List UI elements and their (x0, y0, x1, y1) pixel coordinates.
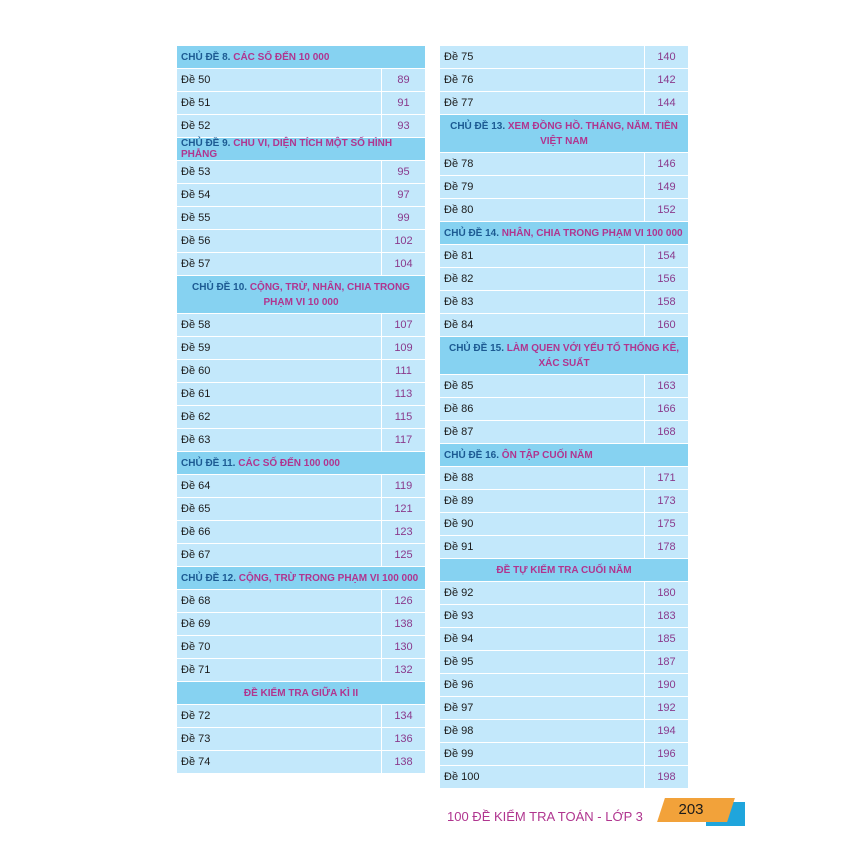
exam-name: Đề 61 (177, 383, 382, 405)
topic-label: CHỦ ĐỀ 16. (444, 449, 500, 461)
toc-row (440, 92, 688, 115)
exam-name: Đề 88 (440, 467, 645, 489)
toc-row (440, 398, 688, 421)
exam-name: Đề 85 (440, 375, 645, 397)
exam-page-number: 187 (657, 656, 676, 668)
exam-page-number: 104 (394, 258, 413, 270)
topic-label: CHỦ ĐỀ 15. (448, 343, 504, 354)
exam-name: Đề 51 (177, 92, 382, 114)
toc-row (177, 521, 425, 544)
toc-row (177, 92, 425, 115)
toc-row (440, 674, 688, 697)
page-number: 203 (678, 801, 704, 818)
topic-header (177, 452, 425, 475)
exam-name: Đề 87 (440, 421, 645, 443)
exam-name: Đề 64 (177, 475, 382, 497)
exam-page-number: 102 (394, 235, 413, 247)
exam-page-number: 126 (394, 595, 413, 607)
exam-name: Đề 90 (440, 513, 645, 535)
exam-page-number: 134 (394, 710, 413, 722)
topic-header (177, 138, 425, 161)
toc-row (440, 69, 688, 92)
exam-name: Đề 91 (440, 536, 645, 558)
topic-label: CHỦ ĐỀ 14. (444, 227, 500, 239)
exam-page-number: 140 (657, 51, 676, 63)
topic-header (177, 567, 425, 590)
exam-name: Đề 99 (440, 743, 645, 765)
exam-name: Đề 63 (177, 429, 382, 451)
exam-name: Đề 76 (440, 69, 645, 91)
toc-row (440, 467, 688, 490)
exam-name: Đề 53 (177, 161, 382, 183)
book-title: 100 ĐỀ KIỂM TRA TOÁN - LỚP 3 (447, 809, 643, 824)
exam-page-number: 121 (394, 503, 413, 515)
exam-name: Đề 100 (440, 766, 645, 788)
exam-name: Đề 68 (177, 590, 382, 612)
exam-page-number: 119 (394, 480, 413, 492)
toc-row (440, 490, 688, 513)
exam-page-number: 138 (394, 756, 413, 768)
exam-page-number: 190 (657, 679, 676, 691)
exam-page-number: 144 (657, 97, 676, 109)
exam-name: Đề 74 (177, 751, 382, 773)
exam-page-number: 107 (394, 319, 413, 331)
exam-name: Đề 95 (440, 651, 645, 673)
topic-header (440, 444, 688, 467)
topic-header (440, 337, 688, 375)
toc-row (177, 69, 425, 92)
toc-row (440, 743, 688, 766)
exam-name: Đề 80 (440, 199, 645, 221)
toc-row (177, 314, 425, 337)
exam-page-number: 196 (657, 748, 676, 760)
exam-page-number: 183 (657, 610, 676, 622)
toc-row (177, 728, 425, 751)
exam-page-number: 123 (394, 526, 413, 538)
topic-title: ĐỀ KIỂM TRA GIỮA KÌ II (243, 687, 359, 699)
exam-page-number: 136 (394, 733, 413, 745)
topic-label: CHỦ ĐỀ 10. (192, 282, 248, 293)
toc-row (177, 475, 425, 498)
exam-section-header (440, 559, 688, 582)
toc-row (440, 651, 688, 674)
exam-page-number: 166 (657, 403, 676, 415)
exam-name: Đề 93 (440, 605, 645, 627)
topic-title: CÁC SỐ ĐẾN 10 000 (233, 51, 330, 63)
toc-row (440, 46, 688, 69)
toc-row (440, 268, 688, 291)
exam-section-header (177, 682, 425, 705)
exam-name: Đề 73 (177, 728, 382, 750)
exam-name: Đề 75 (440, 46, 645, 68)
toc-row (177, 161, 425, 184)
topic-title: LÀM QUEN VỚI YẾU TỐ THỐNG KÊ, XÁC SUẤT (506, 343, 680, 369)
toc-row (177, 184, 425, 207)
toc-row (177, 590, 425, 613)
exam-name: Đề 86 (440, 398, 645, 420)
exam-name: Đề 92 (440, 582, 645, 604)
toc-row (177, 207, 425, 230)
toc-row (440, 766, 688, 789)
exam-name: Đề 50 (177, 69, 382, 91)
topic-title: CỘNG, TRỪ TRONG PHẠM VI 100 000 (238, 572, 419, 584)
topic-label: CHỦ ĐỀ 13. (450, 121, 506, 132)
toc-row (177, 544, 425, 567)
toc-row (440, 375, 688, 398)
topic-header (177, 276, 425, 314)
toc-row (440, 314, 688, 337)
toc-row (440, 153, 688, 176)
topic-header (440, 222, 688, 245)
toc-row (440, 199, 688, 222)
exam-page-number: 99 (397, 212, 410, 224)
topic-title: NHÂN, CHIA TRONG PHẠM VI 100 000 (501, 227, 683, 239)
toc-row (440, 605, 688, 628)
exam-name: Đề 77 (440, 92, 645, 114)
exam-name: Đề 96 (440, 674, 645, 696)
exam-page-number: 160 (657, 319, 676, 331)
exam-name: Đề 83 (440, 291, 645, 313)
toc-row (177, 406, 425, 429)
exam-page-number: 146 (657, 158, 676, 170)
exam-page-number: 89 (397, 74, 410, 86)
toc-row (177, 253, 425, 276)
toc-row (440, 720, 688, 743)
exam-page-number: 109 (394, 342, 413, 354)
toc-right-column (440, 46, 688, 789)
toc-row (440, 513, 688, 536)
toc-left-column (177, 46, 425, 774)
exam-name: Đề 94 (440, 628, 645, 650)
exam-name: Đề 62 (177, 406, 382, 428)
toc-row (177, 230, 425, 253)
topic-title: ÔN TẬP CUỐI NĂM (501, 449, 593, 461)
exam-name: Đề 79 (440, 176, 645, 198)
toc-row (177, 613, 425, 636)
exam-page-number: 154 (657, 250, 676, 262)
toc-row (177, 659, 425, 682)
exam-page-number: 91 (397, 97, 410, 109)
exam-page-number: 158 (657, 296, 676, 308)
exam-name: Đề 69 (177, 613, 382, 635)
topic-title: ĐỀ TỰ KIỂM TRA CUỐI NĂM (496, 564, 632, 576)
toc-row (440, 628, 688, 651)
exam-page-number: 142 (657, 74, 676, 86)
exam-name: Đề 89 (440, 490, 645, 512)
topic-label: CHỦ ĐỀ 9. (181, 138, 231, 149)
exam-page-number: 113 (394, 388, 413, 400)
exam-page-number: 198 (657, 771, 676, 783)
exam-name: Đề 81 (440, 245, 645, 267)
topic-title: CÁC SỐ ĐẾN 100 000 (238, 457, 340, 469)
toc-row (177, 337, 425, 360)
toc-row (440, 421, 688, 444)
exam-name: Đề 65 (177, 498, 382, 520)
toc-row (177, 115, 425, 138)
toc-row (177, 383, 425, 406)
exam-name: Đề 58 (177, 314, 382, 336)
exam-page-number: 163 (657, 380, 676, 392)
toc-row (177, 498, 425, 521)
exam-name: Đề 57 (177, 253, 382, 275)
exam-page-number: 93 (397, 120, 410, 132)
toc-row (440, 245, 688, 268)
exam-page-number: 194 (657, 725, 676, 737)
exam-name: Đề 84 (440, 314, 645, 336)
exam-page-number: 185 (657, 633, 676, 645)
exam-page-number: 175 (657, 518, 676, 530)
exam-page-number: 149 (657, 181, 676, 193)
exam-name: Đề 82 (440, 268, 645, 290)
exam-name: Đề 78 (440, 153, 645, 175)
toc-row (440, 291, 688, 314)
exam-page-number: 156 (657, 273, 676, 285)
exam-name: Đề 71 (177, 659, 382, 681)
toc-row (177, 636, 425, 659)
exam-page-number: 132 (394, 664, 413, 676)
exam-name: Đề 56 (177, 230, 382, 252)
topic-header (177, 46, 425, 69)
topic-label: CHỦ ĐỀ 8. (181, 51, 231, 63)
toc-row (177, 429, 425, 452)
topic-title: CỘNG, TRỪ, NHÂN, CHIA TRONG PHẠM VI 10 000 (249, 282, 410, 308)
exam-page-number: 130 (394, 641, 413, 653)
topic-title: XEM ĐỒNG HỒ. THÁNG, NĂM. TIỀN VIỆT NAM (507, 121, 678, 147)
exam-name: Đề 55 (177, 207, 382, 229)
exam-page-number: 168 (657, 426, 676, 438)
exam-name: Đề 59 (177, 337, 382, 359)
exam-page-number: 171 (657, 472, 676, 484)
exam-page-number: 97 (397, 189, 410, 201)
exam-page-number: 152 (657, 204, 676, 216)
toc-row (177, 360, 425, 383)
exam-name: Đề 98 (440, 720, 645, 742)
exam-page-number: 180 (657, 587, 676, 599)
exam-name: Đề 70 (177, 636, 382, 658)
topic-header (440, 115, 688, 153)
toc-row (440, 582, 688, 605)
page-footer (0, 792, 866, 832)
toc-row (177, 705, 425, 728)
exam-page-number: 117 (394, 434, 413, 446)
topic-label: CHỦ ĐỀ 12. (181, 572, 237, 584)
exam-name: Đề 66 (177, 521, 382, 543)
exam-name: Đề 52 (177, 115, 382, 137)
toc-row (440, 697, 688, 720)
toc-row (440, 536, 688, 559)
exam-page-number: 192 (657, 702, 676, 714)
exam-page-number: 125 (394, 549, 413, 561)
exam-name: Đề 97 (440, 697, 645, 719)
exam-name: Đề 72 (177, 705, 382, 727)
exam-name: Đề 54 (177, 184, 382, 206)
exam-page-number: 95 (397, 166, 410, 178)
toc-row (440, 176, 688, 199)
exam-page-number: 115 (394, 411, 413, 423)
exam-name: Đề 67 (177, 544, 382, 566)
toc-row (177, 751, 425, 774)
exam-name: Đề 60 (177, 360, 382, 382)
exam-page-number: 138 (394, 618, 413, 630)
topic-title: CHU VI, DIỆN TÍCH MỘT SỐ HÌNH PHẲNG (181, 138, 393, 160)
exam-page-number: 173 (657, 495, 676, 507)
topic-label: CHỦ ĐỀ 11. (181, 457, 236, 469)
exam-page-number: 178 (657, 541, 676, 553)
exam-page-number: 111 (395, 365, 412, 377)
